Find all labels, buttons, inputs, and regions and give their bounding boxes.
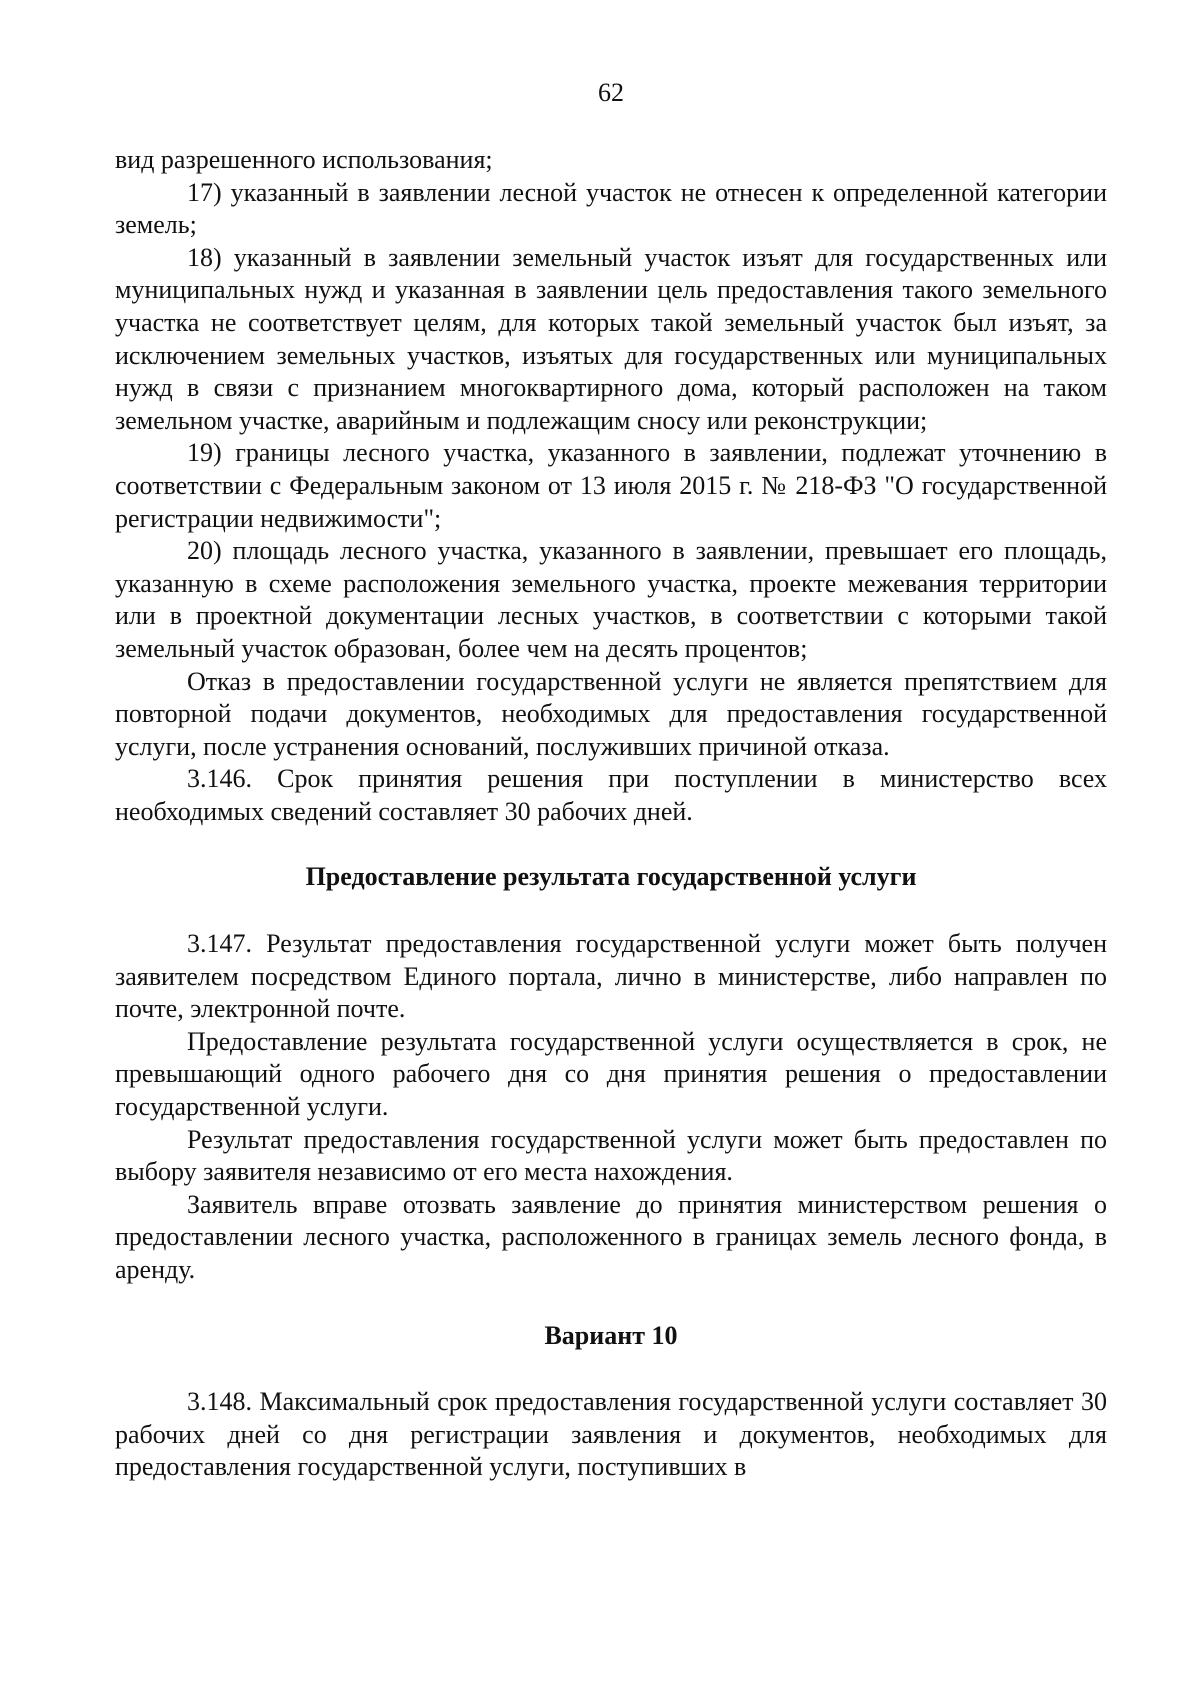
- paragraph: вид разрешенного использования;: [115, 145, 493, 174]
- page-number: 62: [598, 78, 624, 107]
- paragraph: Заявитель вправе отозвать заявление до принятия министерством решения о предоставлении лесного участка, расположенного в границах земель лесного фонда, в аренду.: [115, 1189, 1107, 1284]
- paragraph: Предоставление результата государственной услуги осуществляется в срок, не превышающий одного рабочего дня со дня принятия решения о предоставлении государственной услуги.: [115, 1026, 1107, 1122]
- paragraph: Отказ в предоставлении государственной услуги не является препятствием для повторной подачи документов, необходимых для предоставления государственной услуги, после устранения оснований, послуживших причиной отказа.: [115, 666, 1107, 761]
- paragraph: Результат предоставления государственной услуги может быть предоставлен по выбору заявителя независимо от его места нахождения.: [115, 1124, 1107, 1187]
- paragraph: 18) указанный в заявлении земельный участок изъят для государственных или муниципальных нужд и указанная в заявлении цель предоставления такого земельного участка не соответствует целям, для которых такой земельный участок был изъят, за исключением земельных участков, изъятых для государственных или муниципальных нужд в связи с признанием многоквартирного дома, который расположен на таком земельном участке, аварийным и подлежащим сносу или реконструкции;: [115, 242, 1107, 435]
- paragraph: 19) границы лесного участка, указанного в заявлении, подлежат уточнению в соответствии с Федеральным законом от 13 июля 2015 г. № 218-ФЗ "О государственной регистрации недвижимости";: [115, 438, 1107, 533]
- paragraph: 3.146. Срок принятия решения при поступлении в министерство всех необходимых сведений составляет 30 рабочих дней.: [115, 764, 1107, 826]
- section-refusal-grounds: [115, 144, 1107, 828]
- paragraph: 3.148. Максимальный срок предоставления государственной услуги составляет 30 рабочих дней со дня регистрации заявления и документов, необходимых для предоставления государственной услуги, поступивших в: [115, 1387, 1107, 1482]
- section-variant-10: [115, 1386, 1107, 1484]
- section-result-provision: [115, 928, 1107, 1287]
- variant-heading: Вариант 10: [544, 1320, 678, 1350]
- section-heading: Предоставление результата государственной услуги: [305, 862, 917, 892]
- paragraph: 3.147. Результат предоставления государственной услуги может быть получен заявителем посредством Единого портала, лично в министерстве, либо направлен по почте, электронной почте.: [115, 929, 1107, 1024]
- paragraph: 17) указанный в заявлении лесной участок не отнесен к определенной категории земель;: [115, 177, 1107, 240]
- paragraph: 20) площадь лесного участка, указанного в заявлении, превышает его площадь, указанную в схеме расположения земельного участка, проекте межевания территории или в проектной документации лесных участков, в соответствии с которыми такой земельный участок образован, более чем на десять процентов;: [115, 536, 1107, 663]
